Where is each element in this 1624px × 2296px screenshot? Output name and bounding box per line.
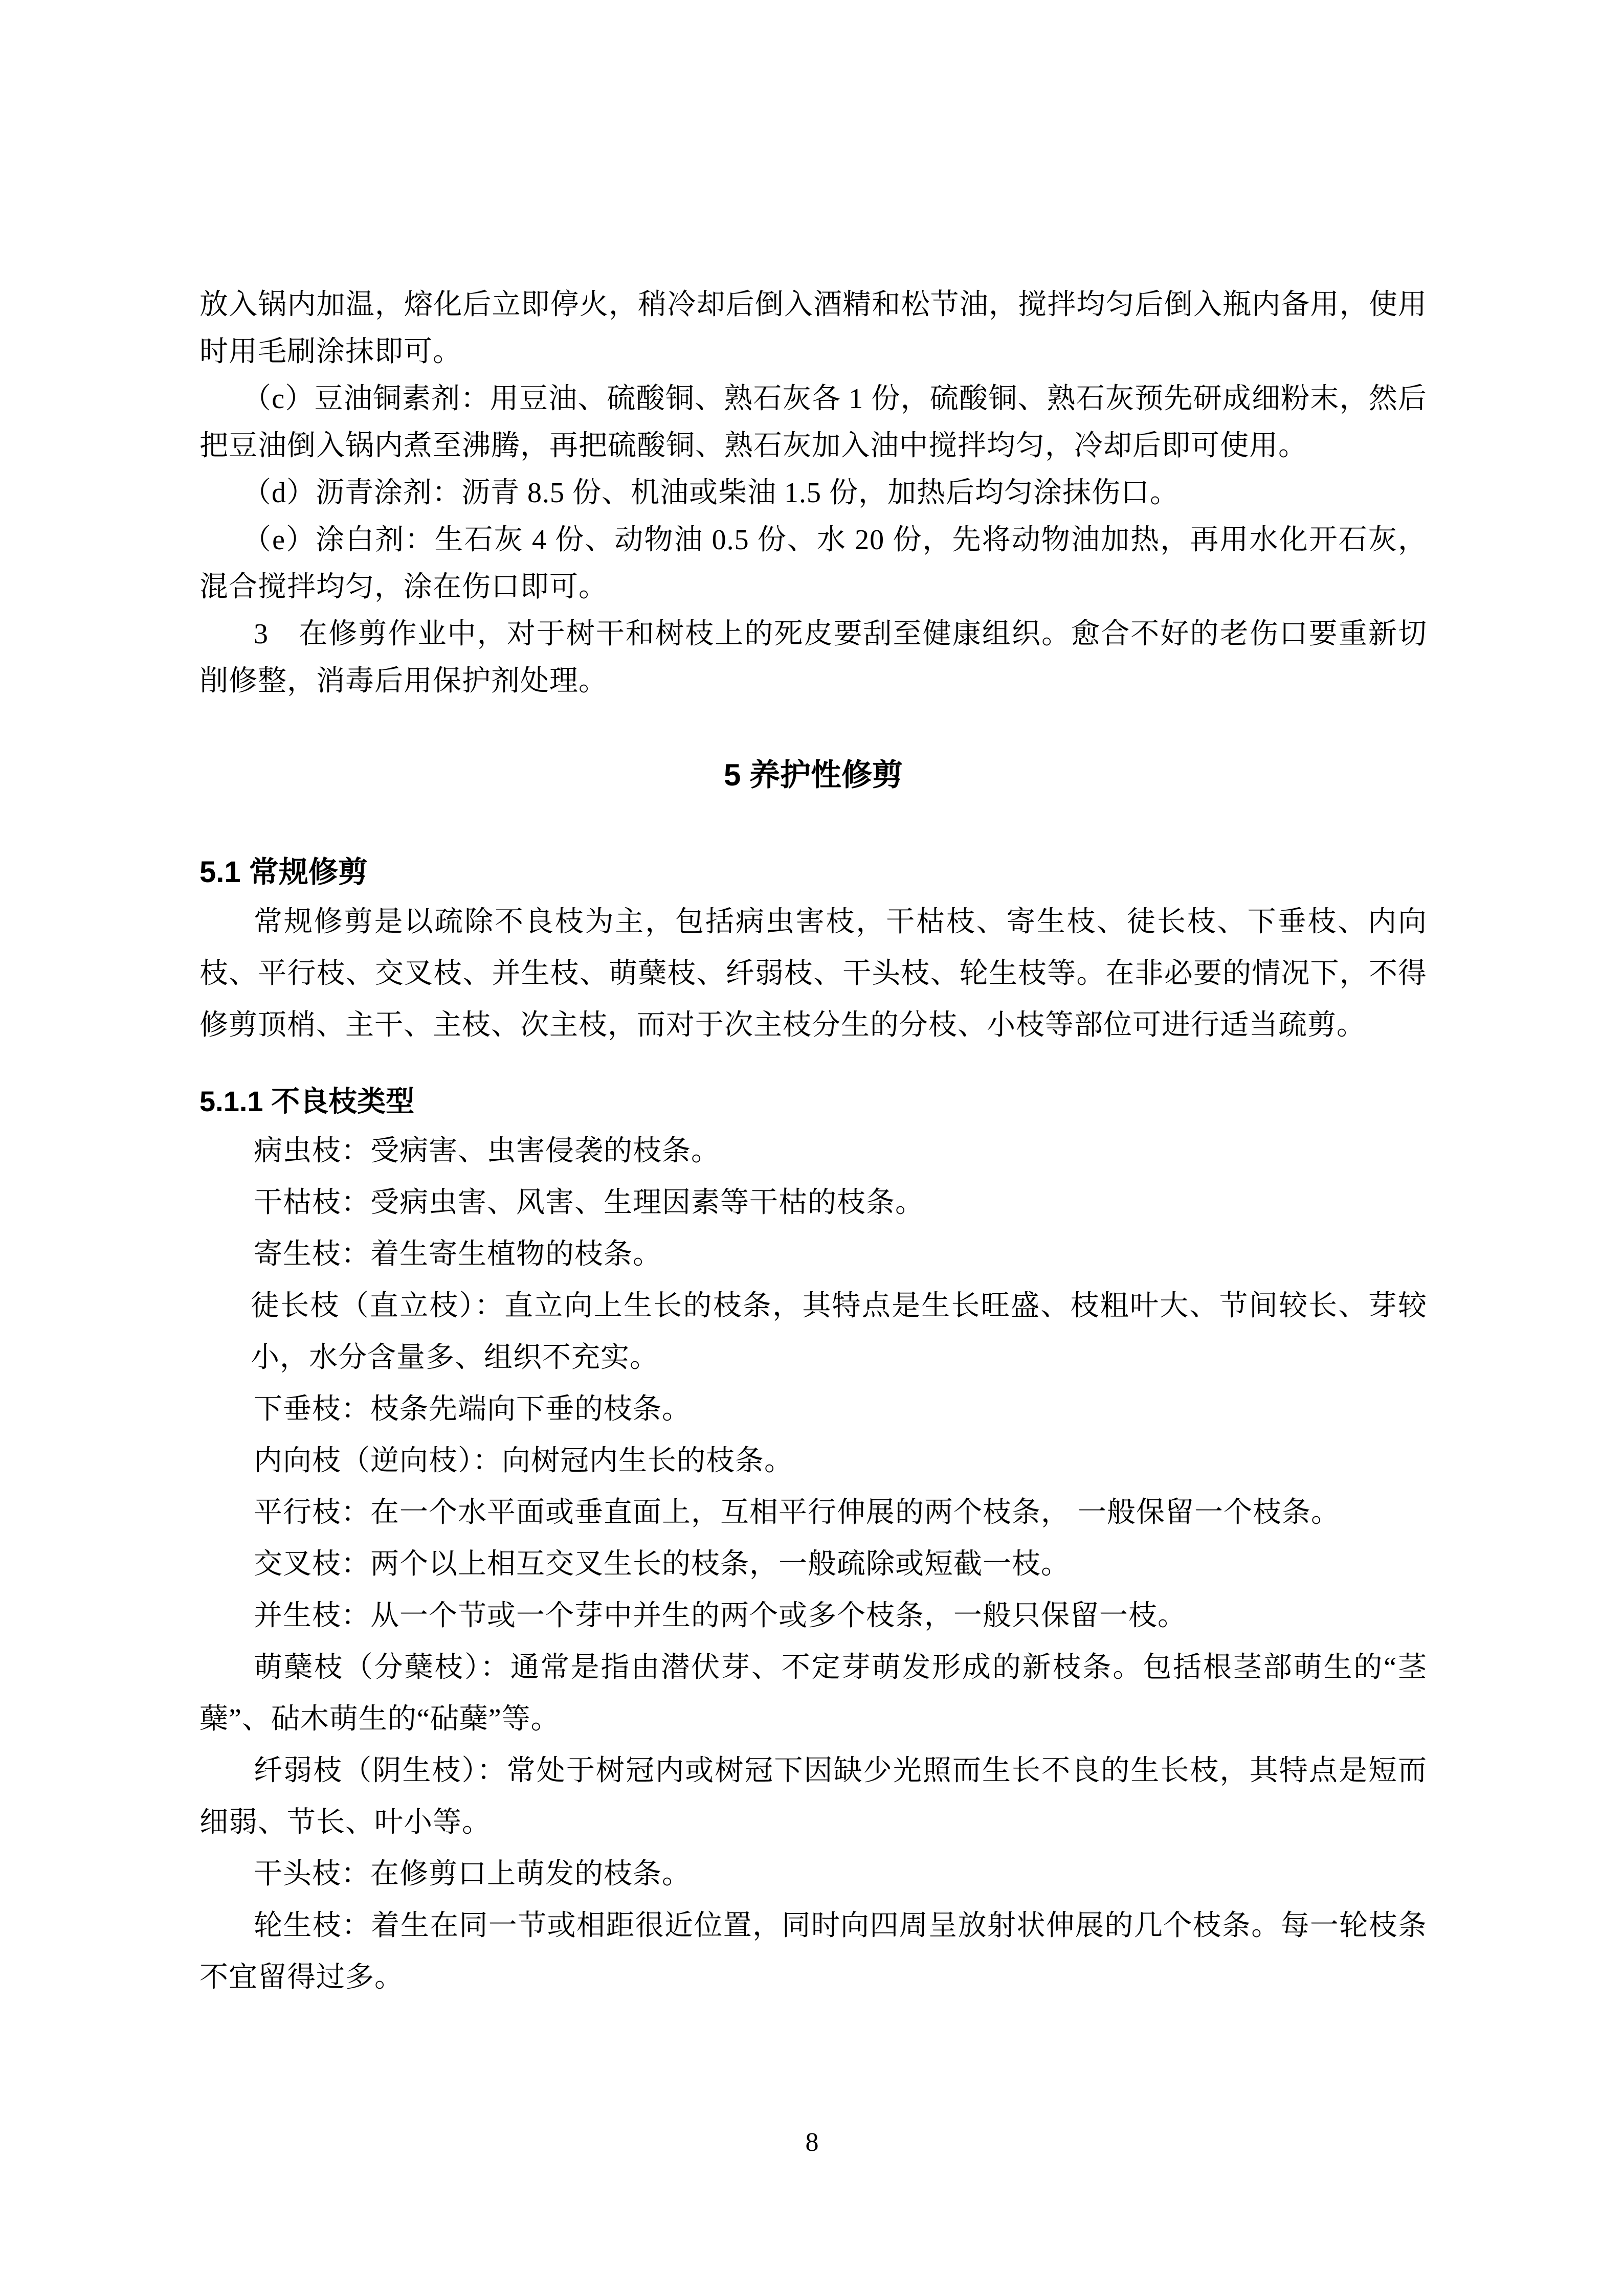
subsection-heading-5-1-1-bad-branch-types: 5.1.1 不良枝类型 [199, 1085, 415, 1117]
paragraph-continuation-wound-coating: 放入锅内加温，熔化后立即停火，稍冷却后倒入酒精和松节油，搅拌均匀后倒入瓶内备用，使用时用毛刷涂抹即可。 [199, 289, 1427, 368]
paragraph-regular-pruning-overview: 常规修剪是以疏除不良枝为主，包括病虫害枝，干枯枝、寄生枝、徒长枝、下垂枝、内向枝、平行枝、交叉枝、并生枝、萌蘖枝、纤弱枝、干头枝、轮生枝等。在非必要的情况下，不得修剪顶梢、主干、主枝、次主枝，而对于次主枝分生的分枝、小枝等部位可进行适当疏剪。 [199, 906, 1427, 1041]
paragraph-item-c-soy-copper-agent: （c）豆油铜素剂：用豆油、硫酸铜、熟石灰各 1 份，硫酸铜、熟石灰预先研成细粉末，然后把豆油倒入锅内煮至沸腾，再把硫酸铜、熟石灰加入油中搅拌均匀，冷却后即可使用。 [199, 383, 1427, 462]
definition-inward-branch: 内向枝（逆向枝）：向树冠内生长的枝条。 [254, 1445, 793, 1477]
definition-parasitic-branch: 寄生枝：着生寄生植物的枝条。 [254, 1239, 662, 1270]
definition-crossing-branch: 交叉枝：两个以上相互交叉生长的枝条，一般疏除或短截一枝。 [254, 1548, 1070, 1580]
definition-pest-branch: 病虫枝：受病害、虫害侵袭的枝条。 [254, 1135, 720, 1167]
paragraph-item-d-asphalt-coating: （d）沥青涂剂：沥青 8.5 份、机油或柴油 1.5 份，加热后均匀涂抹伤口。 [242, 477, 1179, 509]
paragraph-item-3-deadbark-treatment: 3 在修剪作业中，对于树干和树枝上的死皮要刮至健康组织。愈合不好的老伤口要重新切削修整，消毒后用保护剂处理。 [199, 618, 1427, 697]
page-content [199, 0, 1427, 2004]
definition-sprout-branch: 萌蘖枝（分蘖枝）：通常是指由潜伏芽、不定芽萌发形成的新枝条。包括根茎部萌生的“茎蘖”、砧木萌生的“砧蘖”等。 [199, 1652, 1427, 1735]
definition-whorled-branch: 轮生枝：着生在同一节或相距很近位置，同时向四周呈放射状伸展的几个枝条。每一轮枝条不宜留得过多。 [199, 1910, 1427, 1993]
page-number: 8 [805, 2128, 819, 2157]
definition-twin-branch: 并生枝：从一个节或一个芽中并生的两个或多个枝条，一般只保留一枝。 [254, 1600, 1187, 1632]
section-heading-5-maintenance-pruning: 5 养护性修剪 [723, 758, 903, 792]
definition-vigorous-upright-branch: 徒长枝（直立枝）：直立向上生长的枝条，其特点是生长旺盛、枝粗叶大、节间较长、芽较小，水分含量多、组织不充实。 [251, 1290, 1427, 1374]
definition-weak-shade-branch: 纤弱枝（阴生枝）：常处于树冠内或树冠下因缺少光照而生长不良的生长枝，其特点是短而细弱、节长、叶小等。 [199, 1755, 1427, 1838]
subsection-heading-5-1-regular-pruning: 5.1 常规修剪 [199, 856, 368, 889]
definition-stub-head-branch: 干头枝：在修剪口上萌发的枝条。 [254, 1858, 691, 1890]
paragraph-item-e-whitewash-agent: （e）涂白剂：生石灰 4 份、动物油 0.5 份、水 20 份，先将动物油加热，再用水化开石灰，混合搅拌均匀，涂在伤口即可。 [199, 524, 1427, 603]
definition-parallel-branch: 平行枝：在一个水平面或垂直面上，互相平行伸展的两个枝条， 一般保留一个枝条。 [254, 1497, 1340, 1528]
definition-withered-branch: 干枯枝：受病虫害、风害、生理因素等干枯的枝条。 [254, 1187, 924, 1219]
definition-drooping-branch: 下垂枝：枝条先端向下垂的枝条。 [254, 1393, 691, 1425]
